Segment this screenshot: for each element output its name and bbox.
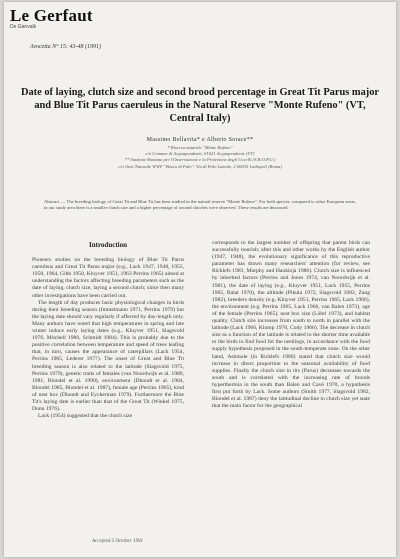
paper-page bbox=[4, 2, 396, 557]
affiliation-line: * Riserva naturale "Monte Rufeno" bbox=[167, 145, 233, 150]
abstract: Abstract — The breeding biology of Great Tit and Blue Tit has been studied in the natural reserve "Monte Rufeno". For both species, compared to other European areas, in our study area there is a smaller clutch size and a higher percentage of second clutches were observed. These results are discussed. bbox=[44, 199, 356, 211]
journal-logo: Le Gerfaut bbox=[10, 6, 93, 25]
article-authors: Massimo Bellavita* e Alberto Sorace** bbox=[146, 137, 254, 143]
right-column bbox=[212, 240, 370, 410]
body-paragraph: The length of day produces basic physiological changes in birds during their breeding season (Immelmann 1971, Perrins 1979) but the laying date should vary regularly if affected by day-length only. Many authors have noted that high temperatures in spring and late winter induce early laying dates (e.g., Kluyver 1951, Slagsvold 1976, Mitchell 1980, Schmidt 1984). This is probably due to the positive correlation between temperature and speed of trees leafing that, in turn, causes the appearance of caterpillars (Lack 1954, Perrins 1965, Lederer 1977). The onset of Great and Blue Tit breeding season is also related to the latitude (Slagsvold 1975, Perrins 1979), genetic traits of females (van Noordwijk et al. 1980, 1981, Blondel et al. 1990), environment (Dhondt et al. 1984, Blondel 1985, Blondel et al. 1987), female age (Perrins 1965), kind of nest box (Dhondt and Eyckerman 1979). Furthermore the Blue Tit's laying date is earlier than that of the Great Tit (Winkel 1975, Dunn 1976). bbox=[32, 299, 184, 413]
author-affiliations bbox=[34, 145, 366, 170]
body-paragraph: Lack (1954) suggested that the clutch size bbox=[38, 413, 133, 420]
journal-reference: Avocetta N° 15: 43-48 (1991) bbox=[30, 44, 102, 50]
accepted-date: Accepted 5 October 1991 bbox=[92, 539, 143, 544]
journal-logo-subtitle: De Giervalk bbox=[10, 24, 37, 30]
introduction-heading: Introduction bbox=[89, 241, 127, 249]
body-paragraph: corresponds to the largest number of offspring that parent birds can successfully nourish; after this and other works by the English author (1947, 1948), the evolutionary significance of this reproductive parameter has drawn many researchers' attention (for review, see Ricklefs 1983, Murphy and Haukioja 1986). Clutch size is influenced by inherited factors (Perrins and Jones 1974, van Noordwijk et al. 1981), the date of laying (e.g., Kluyver 1951, Lack 1955, Perrins 1965, Balat 1970), the altitude (Pikula 1972, Slagsvold 1982, Zang 1982), breeders density (e.g. Kluyver 1951, Perrins 1965, Lack 1966), the environment (e.g. Perrins 1965, Lack 1966, van Balen 1973), age of the female (Perrins 1965), nest box size (Löhrl 1973), and habitat quality. Clutch size increases from south to north in parallel with the latitude (Lack 1966, Klomp 1970, Cody 1966). The decrease in clutch size as a function of the latitude is related to the shorter time available to the birds to find food for the nestlings, in accordance with the food supply hypothesis proposed in the south-temperate zone. On the other hand, Ashmole (in Ricklefs 1980) stated that clutch size would increase in direct proportion to the seasonal availability of food supplies. Finally the clutch size in tits (Parus) decreases towards the south and is correlated with the increasing rate of broods hyperthermia in the south than Balen and Cavé 1970, a hypothesis first put forth by Lack. Some authors (Smith 1977, Slagsvold 1982, Blondel et al. 1987) deny the latitudinal decline in clutch size yet state that the main factor for the geographical bbox=[212, 240, 370, 410]
affiliation-line: c/o Comune di Acquapendente, 01021 Acquapendente (VT) bbox=[145, 151, 255, 157]
article-title: Date of laying, clutch size and second brood percentage in Great Tit Parus major and Blue Tit Parus caeruleus in the Natural Reserve "Monte Rufeno" (VT, Central Italy) bbox=[20, 87, 380, 124]
affiliation-line: ** Stazione Romana per l'Osservazione e la Protezione degli Uccelli (S.R.O.P.U.) bbox=[124, 157, 276, 163]
affiliation-line: c/o Oasi Naturale WWF "Bosco di Palo", Via di Palo Laziale, 2 00055 Ladispoli (Roma) bbox=[118, 163, 282, 169]
left-column bbox=[32, 242, 184, 420]
body-paragraph: Pioneers studies on the breeding biology of Blue Tit Parus caeruleus and Great Tit Parus major (e.g., Lack 1947, 1948, 1955, 1958, 1964, Gibb 1950, Kluyver 1951, 1963 Perrins 1965) aimed at understanding the factors affecting breeding parameters such as the date of laying, clutch size, laying a second clutch; since then many other investigations have been carried out. bbox=[32, 257, 184, 299]
